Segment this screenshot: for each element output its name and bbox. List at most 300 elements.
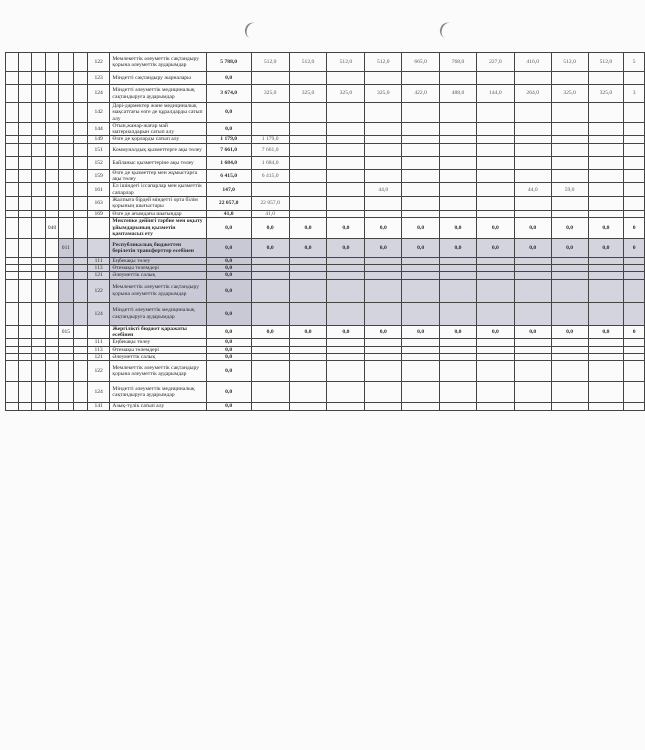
annual-total-cell: 0,0 [206, 339, 251, 346]
month-jan-cell [251, 339, 289, 346]
month-jul-cell [476, 382, 514, 403]
blank-cell [73, 136, 87, 143]
month-nov-cell [624, 403, 645, 410]
item-name-cell: Республикалық бюджеттен берілетін трансферттер есебінен [110, 238, 206, 257]
month-jan-cell [251, 103, 289, 123]
month-feb-cell [289, 272, 327, 279]
month-nov-cell [624, 346, 645, 353]
table-row [6, 339, 645, 346]
month-jun-cell [440, 136, 477, 143]
month-jan-cell [251, 346, 289, 353]
subprogram-code-cell [59, 103, 73, 123]
month-aug-cell [514, 143, 551, 156]
specifics-code-cell: 159 [87, 169, 110, 183]
blank-cell [31, 272, 45, 279]
specifics-code-cell: 124 [87, 85, 110, 103]
month-oct-cell [588, 72, 624, 85]
month-jan-cell [251, 72, 289, 85]
month-sep-cell [551, 279, 588, 302]
annual-total-cell: 0,0 [206, 353, 251, 360]
month-may-cell [402, 361, 440, 382]
blank-cell [31, 156, 45, 169]
month-mar-cell: 0,0 [327, 238, 365, 257]
month-feb-cell [289, 183, 327, 197]
subprogram-code-cell [59, 265, 73, 272]
subprogram-code-cell [59, 382, 73, 403]
blank-cell [19, 103, 31, 123]
month-mar-cell [327, 156, 365, 169]
program-code-cell [45, 403, 58, 410]
month-mar-cell: 0,0 [327, 325, 365, 339]
blank-cell [73, 361, 87, 382]
month-feb-cell [289, 136, 327, 143]
month-nov-cell: 0 [624, 238, 645, 257]
specifics-code-cell: 124 [87, 302, 110, 325]
month-feb-cell [289, 210, 327, 217]
table-row [6, 122, 645, 136]
specifics-code-cell: 141 [87, 403, 110, 410]
blank-cell [31, 346, 45, 353]
month-jun-cell [440, 210, 477, 217]
month-oct-cell [588, 302, 624, 325]
annual-total-cell: 3 674,0 [206, 85, 251, 103]
program-code-cell [45, 265, 58, 272]
subprogram-code-cell [59, 183, 73, 197]
subprogram-code-cell [59, 279, 73, 302]
specifics-code-cell: 161 [87, 183, 110, 197]
month-jul-cell [476, 302, 514, 325]
item-name-cell: Еңбекақы төлеу [110, 339, 206, 346]
program-code-cell [45, 72, 58, 85]
month-jun-cell [440, 279, 477, 302]
month-feb-cell [289, 361, 327, 382]
blank-cell [31, 361, 45, 382]
subprogram-code-cell [59, 85, 73, 103]
month-feb-cell [289, 382, 327, 403]
month-nov-cell: 0 [624, 325, 645, 339]
blank-cell [31, 238, 45, 257]
month-jan-cell [251, 122, 289, 136]
month-jan-cell: 0,0 [251, 238, 289, 257]
month-jan-cell: 0,0 [251, 217, 289, 238]
month-feb-cell: 512,0 [289, 53, 327, 72]
program-code-cell [45, 238, 58, 257]
month-feb-cell [289, 72, 327, 85]
month-mar-cell [327, 122, 365, 136]
blank-cell [6, 169, 19, 183]
annual-total-cell: 1 684,0 [206, 156, 251, 169]
blank-cell [6, 122, 19, 136]
month-feb-cell [289, 403, 327, 410]
program-code-cell [45, 257, 58, 264]
month-feb-cell [289, 169, 327, 183]
blank-cell [31, 339, 45, 346]
blank-cell [6, 238, 19, 257]
item-name-cell: Міндетті әлеуметтік медициналық сақтандыруға аударымдар [110, 85, 206, 103]
specifics-code-cell: 113 [87, 346, 110, 353]
item-name-cell: Мемлекеттік әлеуметтік сақтандыру қорына әлеуметтік аударымдар [110, 279, 206, 302]
month-apr-cell [365, 361, 402, 382]
blank-cell [19, 279, 31, 302]
annual-total-cell: 0,0 [206, 279, 251, 302]
blank-cell [31, 265, 45, 272]
month-feb-cell [289, 279, 327, 302]
blank-cell [19, 265, 31, 272]
program-code-cell [45, 361, 58, 382]
item-name-cell: Отын,жанар-жағар май материалдарын сатып алу [110, 122, 206, 136]
month-mar-cell: 512,0 [327, 53, 365, 72]
month-oct-cell [588, 257, 624, 264]
month-may-cell: 0,0 [402, 325, 440, 339]
item-name-cell: Өтемақы төлемдері [110, 265, 206, 272]
month-oct-cell: 0,0 [588, 238, 624, 257]
annual-total-cell: 0,0 [206, 238, 251, 257]
blank-cell [6, 85, 19, 103]
blank-cell [73, 279, 87, 302]
month-jul-cell [476, 143, 514, 156]
blank-cell [19, 53, 31, 72]
blank-cell [31, 382, 45, 403]
blank-cell [31, 210, 45, 217]
month-sep-cell [551, 72, 588, 85]
blank-cell [73, 53, 87, 72]
month-feb-cell [289, 103, 327, 123]
month-sep-cell [551, 339, 588, 346]
month-jan-cell: 0,0 [251, 325, 289, 339]
month-aug-cell [514, 72, 551, 85]
program-code-cell [45, 85, 58, 103]
item-name-cell: Жалпыға бірдей міндетті орта білім қорының шығыстары [110, 196, 206, 210]
table-row [6, 403, 645, 410]
blank-cell [73, 325, 87, 339]
month-mar-cell [327, 103, 365, 123]
month-jun-cell [440, 183, 477, 197]
month-apr-cell [365, 382, 402, 403]
specifics-code-cell: 144 [87, 122, 110, 136]
month-may-cell [402, 136, 440, 143]
blank-cell [31, 196, 45, 210]
month-nov-cell [624, 302, 645, 325]
budget-table-sheet [5, 52, 645, 411]
month-nov-cell [624, 210, 645, 217]
annual-total-cell: 0,0 [206, 72, 251, 85]
month-apr-cell [365, 136, 402, 143]
item-name-cell: Азық-түлік сатып алу [110, 403, 206, 410]
item-name-cell: Коммуналдық қызметтерге ақы төлеу [110, 143, 206, 156]
month-jun-cell: 768,0 [440, 53, 477, 72]
month-jun-cell [440, 196, 477, 210]
table-row [6, 169, 645, 183]
program-code-cell [45, 325, 58, 339]
month-jul-cell [476, 183, 514, 197]
month-jul-cell [476, 136, 514, 143]
blank-cell [73, 257, 87, 264]
subprogram-code-cell [59, 143, 73, 156]
month-jul-cell: 0,0 [476, 325, 514, 339]
blank-cell [73, 103, 87, 123]
month-aug-cell: 264,0 [514, 85, 551, 103]
specifics-code-cell: 169 [87, 210, 110, 217]
blank-cell [31, 279, 45, 302]
month-aug-cell: 0,0 [514, 217, 551, 238]
month-jul-cell [476, 339, 514, 346]
specifics-code-cell: 152 [87, 156, 110, 169]
month-apr-cell [365, 143, 402, 156]
blank-cell [19, 403, 31, 410]
month-jul-cell [476, 169, 514, 183]
blank-cell [73, 339, 87, 346]
program-code-cell [45, 53, 58, 72]
month-apr-cell [365, 210, 402, 217]
month-sep-cell: 59,0 [551, 183, 588, 197]
table-row [6, 196, 645, 210]
month-jul-cell [476, 353, 514, 360]
month-nov-cell [624, 196, 645, 210]
month-oct-cell [588, 403, 624, 410]
specifics-code-cell: 111 [87, 257, 110, 264]
subprogram-code-cell [59, 53, 73, 72]
specifics-code-cell: 149 [87, 136, 110, 143]
program-code-cell [45, 136, 58, 143]
blank-cell [73, 265, 87, 272]
month-sep-cell [551, 272, 588, 279]
month-apr-cell [365, 339, 402, 346]
blank-cell [6, 143, 19, 156]
month-oct-cell: 0,0 [588, 325, 624, 339]
binder-hole-mark [438, 20, 455, 39]
item-name-cell: Өзге де қызметтер мен жұмыстарға ақы төлеу [110, 169, 206, 183]
table-row [6, 382, 645, 403]
program-code-cell [45, 183, 58, 197]
month-apr-cell [365, 403, 402, 410]
program-code-cell [45, 382, 58, 403]
blank-cell [6, 53, 19, 72]
table-row [6, 53, 645, 72]
blank-cell [31, 143, 45, 156]
specifics-code-cell: 142 [87, 103, 110, 123]
month-may-cell [402, 346, 440, 353]
month-apr-cell [365, 72, 402, 85]
blank-cell [31, 353, 45, 360]
month-jul-cell [476, 196, 514, 210]
month-jan-cell [251, 382, 289, 403]
month-may-cell [402, 302, 440, 325]
blank-cell [19, 210, 31, 217]
blank-cell [73, 72, 87, 85]
subprogram-code-cell [59, 169, 73, 183]
specifics-code-cell: 121 [87, 272, 110, 279]
month-aug-cell: 0,0 [514, 325, 551, 339]
month-jan-cell [251, 183, 289, 197]
blank-cell [73, 353, 87, 360]
specifics-code-cell: 122 [87, 361, 110, 382]
item-name-cell: Өзге де қорларды сатып алу [110, 136, 206, 143]
month-feb-cell [289, 196, 327, 210]
blank-cell [6, 217, 19, 238]
month-mar-cell [327, 403, 365, 410]
program-code-cell [45, 272, 58, 279]
subprogram-code-cell [59, 122, 73, 136]
specifics-code-cell [87, 325, 110, 339]
blank-cell [19, 361, 31, 382]
specifics-code-cell: 122 [87, 53, 110, 72]
month-may-cell: 422,0 [402, 85, 440, 103]
month-feb-cell [289, 257, 327, 264]
month-sep-cell [551, 169, 588, 183]
month-nov-cell [624, 122, 645, 136]
month-feb-cell [289, 302, 327, 325]
month-mar-cell [327, 346, 365, 353]
month-mar-cell [327, 361, 365, 382]
blank-cell [31, 136, 45, 143]
item-name-cell: Мемлекеттік әлеуметтік сақтандыру қорына әлеуметтік аударымдар [110, 361, 206, 382]
program-code-cell [45, 156, 58, 169]
subprogram-code-cell: 011 [59, 238, 73, 257]
month-jun-cell: 488,0 [440, 85, 477, 103]
month-feb-cell [289, 353, 327, 360]
table-row [6, 325, 645, 339]
blank-cell [6, 361, 19, 382]
month-mar-cell: 325,0 [327, 85, 365, 103]
month-sep-cell [551, 103, 588, 123]
month-sep-cell [551, 136, 588, 143]
month-jul-cell [476, 346, 514, 353]
blank-cell [6, 279, 19, 302]
annual-total-cell: 0,0 [206, 122, 251, 136]
month-may-cell [402, 156, 440, 169]
month-aug-cell [514, 196, 551, 210]
month-aug-cell: 416,0 [514, 53, 551, 72]
month-apr-cell: 44,0 [365, 183, 402, 197]
month-sep-cell [551, 302, 588, 325]
month-aug-cell [514, 169, 551, 183]
blank-cell [19, 382, 31, 403]
blank-cell [31, 85, 45, 103]
month-jun-cell [440, 72, 477, 85]
blank-cell [19, 169, 31, 183]
month-feb-cell [289, 156, 327, 169]
item-name-cell: Жергілікті бюджет қаражаты есебінен [110, 325, 206, 339]
month-aug-cell [514, 136, 551, 143]
month-oct-cell [588, 156, 624, 169]
month-may-cell [402, 210, 440, 217]
blank-cell [31, 122, 45, 136]
month-nov-cell [624, 382, 645, 403]
month-nov-cell [624, 353, 645, 360]
subprogram-code-cell [59, 403, 73, 410]
month-apr-cell: 512,0 [365, 53, 402, 72]
blank-cell [6, 325, 19, 339]
specifics-code-cell: 111 [87, 339, 110, 346]
month-sep-cell: 0,0 [551, 238, 588, 257]
month-jul-cell [476, 122, 514, 136]
program-code-cell [45, 279, 58, 302]
month-feb-cell: 0,0 [289, 238, 327, 257]
month-apr-cell [365, 257, 402, 264]
specifics-code-cell: 151 [87, 143, 110, 156]
item-name-cell: Міндетті әлеуметтік медициналық сақтандыруға аударымдар [110, 382, 206, 403]
month-aug-cell [514, 302, 551, 325]
item-name-cell: Мемлекеттік әлеуметтік сақтандыру қорына әлеуметтік аударымдар [110, 53, 206, 72]
annual-total-cell: 0,0 [206, 103, 251, 123]
annual-total-cell: 22 057,0 [206, 196, 251, 210]
blank-cell [19, 196, 31, 210]
month-may-cell [402, 403, 440, 410]
blank-cell [19, 346, 31, 353]
blank-cell [6, 103, 19, 123]
month-jul-cell [476, 361, 514, 382]
month-jun-cell [440, 257, 477, 264]
month-oct-cell [588, 183, 624, 197]
month-sep-cell [551, 210, 588, 217]
month-sep-cell: 325,0 [551, 85, 588, 103]
month-jul-cell [476, 257, 514, 264]
table-row [6, 103, 645, 123]
month-apr-cell [365, 302, 402, 325]
blank-cell [19, 272, 31, 279]
annual-total-cell: 6 415,0 [206, 169, 251, 183]
month-jun-cell [440, 361, 477, 382]
annual-total-cell: 1 179,0 [206, 136, 251, 143]
annual-total-cell: 0,0 [206, 217, 251, 238]
subprogram-code-cell [59, 210, 73, 217]
blank-cell [73, 382, 87, 403]
table-row [6, 85, 645, 103]
program-code-cell [45, 210, 58, 217]
month-may-cell [402, 169, 440, 183]
annual-total-cell: 5 788,0 [206, 53, 251, 72]
program-code-cell [45, 196, 58, 210]
month-jun-cell: 0,0 [440, 217, 477, 238]
subprogram-code-cell [59, 339, 73, 346]
blank-cell [19, 339, 31, 346]
binder-hole-marks [0, 22, 614, 42]
month-may-cell [402, 265, 440, 272]
table-row [6, 265, 645, 272]
month-sep-cell [551, 122, 588, 136]
table-row [6, 257, 645, 264]
month-aug-cell [514, 257, 551, 264]
month-jan-cell: 1 179,0 [251, 136, 289, 143]
blank-cell [73, 302, 87, 325]
month-mar-cell [327, 257, 365, 264]
month-mar-cell [327, 302, 365, 325]
month-oct-cell: 512,0 [588, 53, 624, 72]
month-mar-cell [327, 72, 365, 85]
specifics-code-cell: 123 [87, 72, 110, 85]
item-name-cell: Дәрі-дәрмектер және медициналық мақсаттағы өзге де құралдарды сатып алу [110, 103, 206, 123]
program-code-cell [45, 346, 58, 353]
month-jan-cell [251, 302, 289, 325]
month-nov-cell [624, 361, 645, 382]
month-jan-cell [251, 361, 289, 382]
blank-cell [6, 339, 19, 346]
month-apr-cell: 0,0 [365, 325, 402, 339]
annual-total-cell: 0,0 [206, 265, 251, 272]
blank-cell [73, 210, 87, 217]
blank-cell [73, 156, 87, 169]
month-aug-cell [514, 361, 551, 382]
subprogram-code-cell [59, 361, 73, 382]
month-jan-cell [251, 353, 289, 360]
month-jun-cell [440, 302, 477, 325]
program-code-cell: 040 [45, 217, 58, 238]
blank-cell [19, 302, 31, 325]
month-mar-cell [327, 382, 365, 403]
annual-total-cell: 7 661,0 [206, 143, 251, 156]
annual-total-cell: 0,0 [206, 302, 251, 325]
month-apr-cell: 0,0 [365, 238, 402, 257]
